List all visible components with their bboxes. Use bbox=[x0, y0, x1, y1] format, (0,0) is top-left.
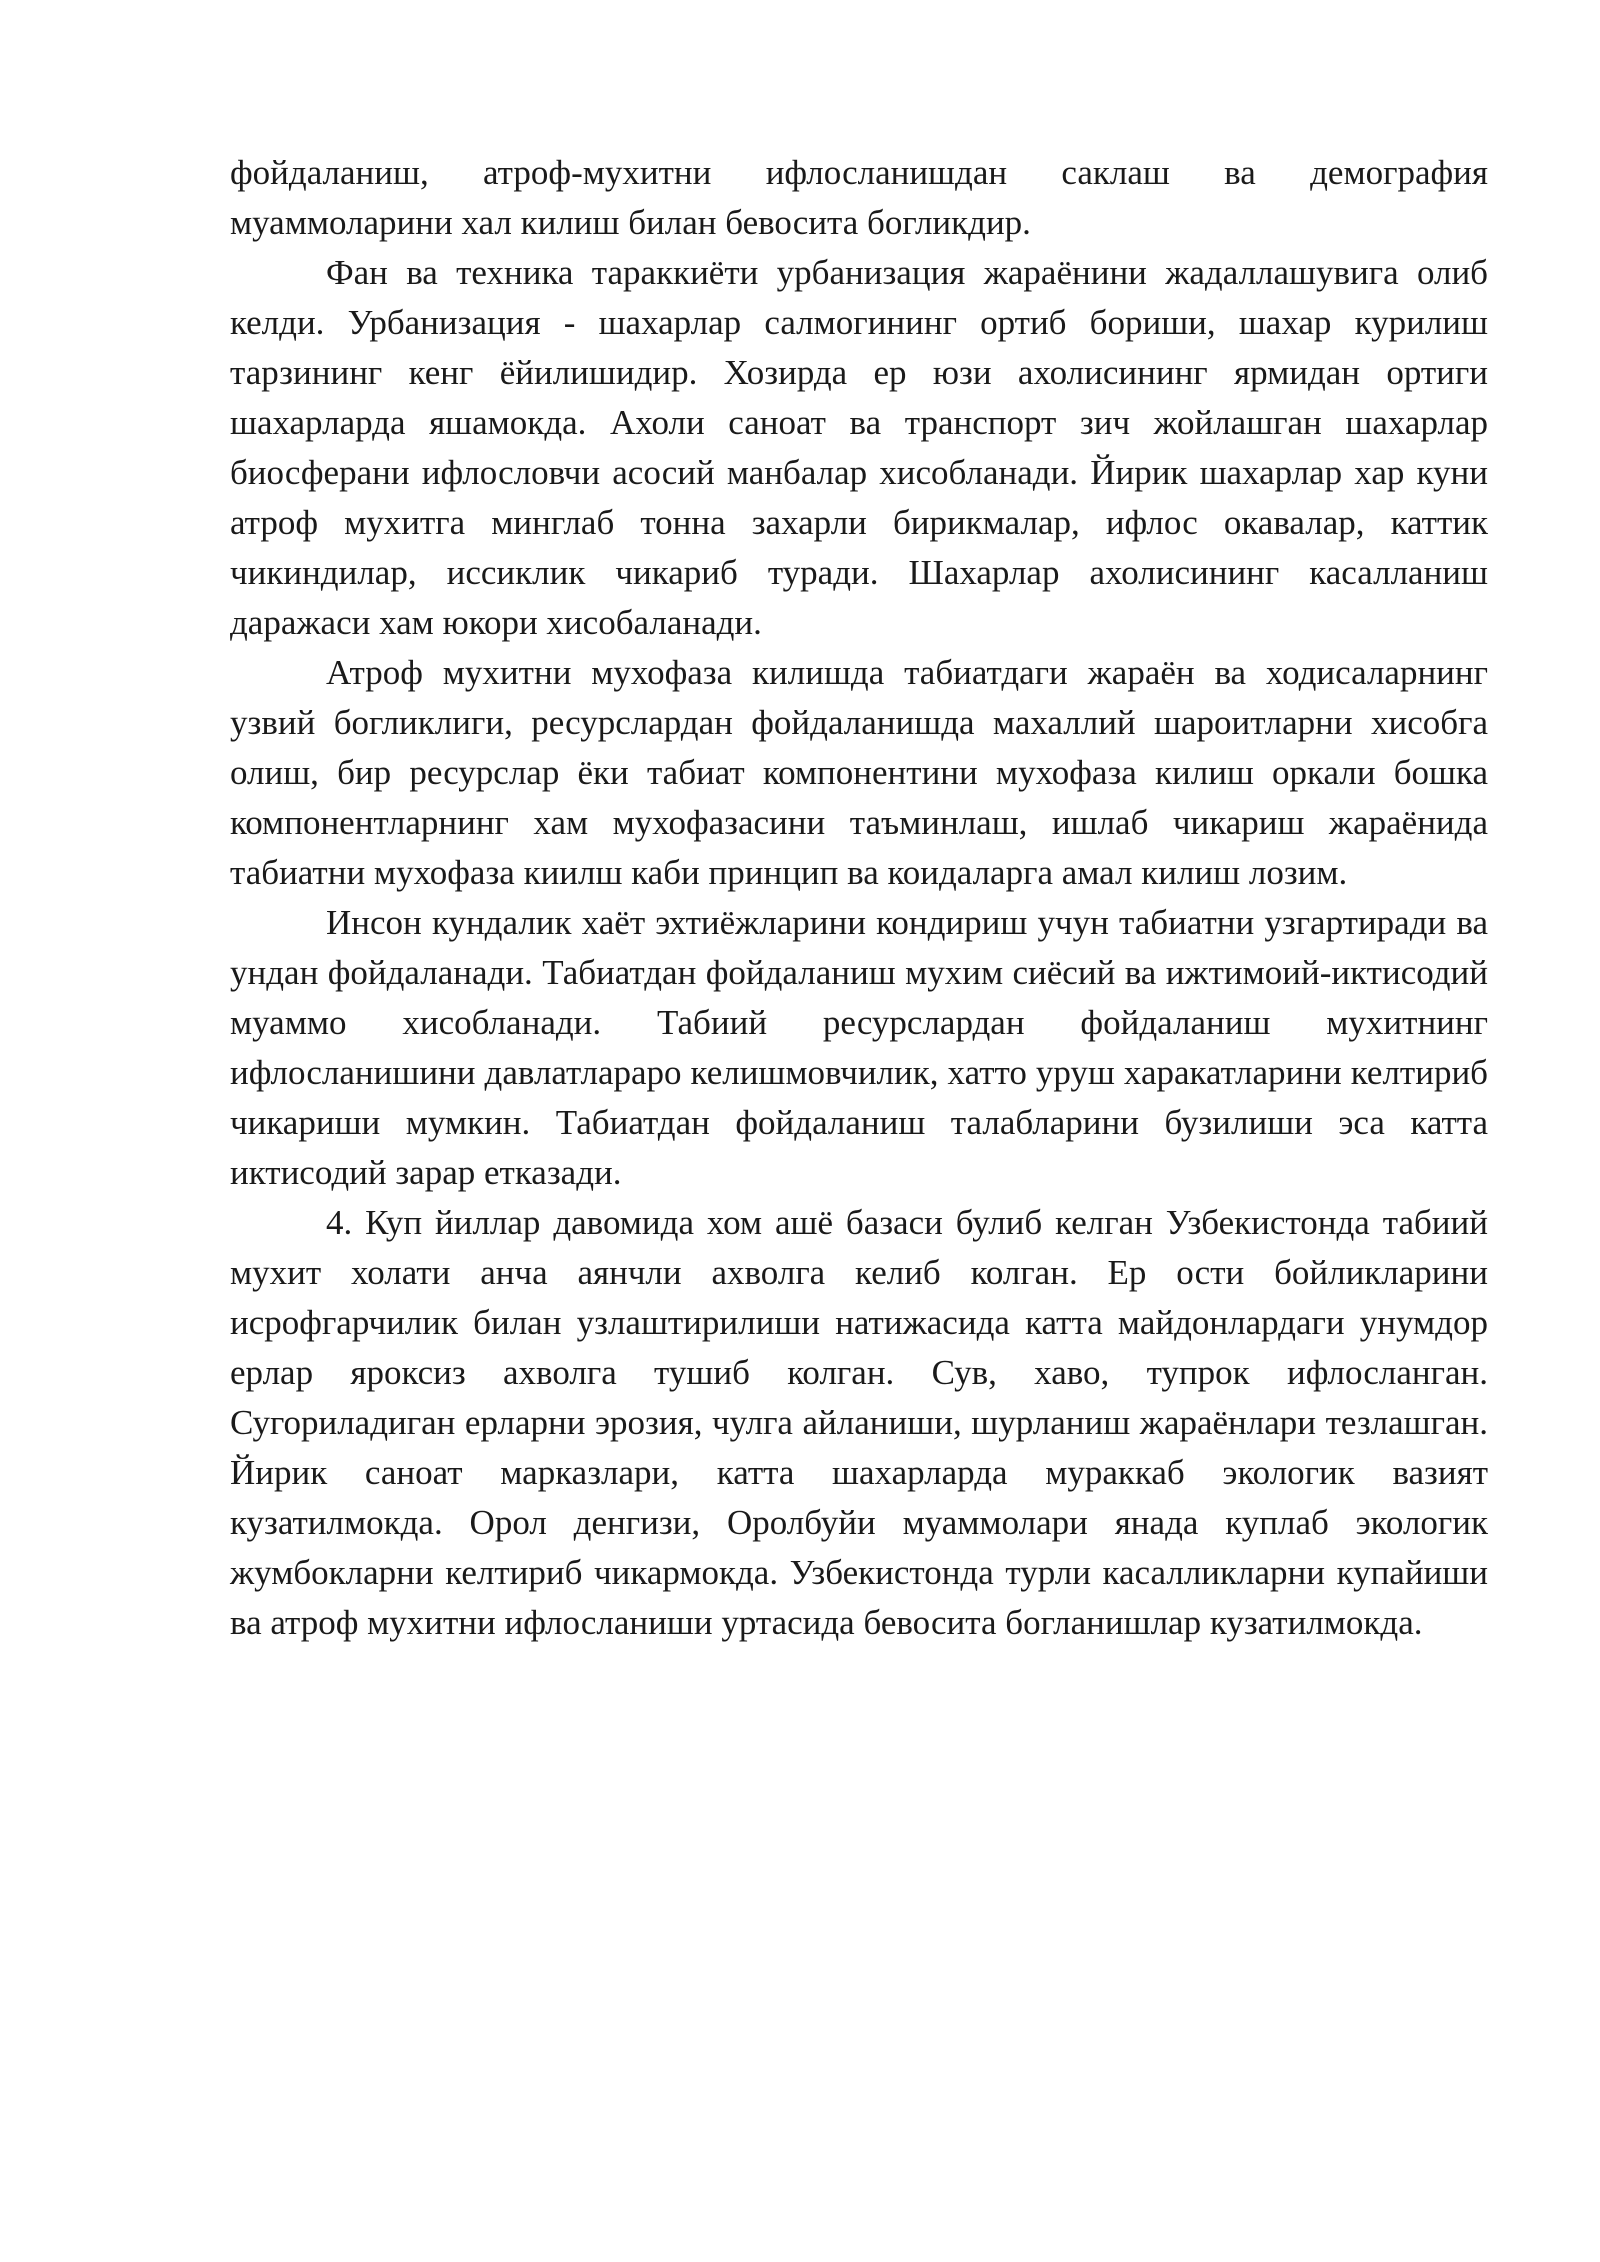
paragraph-environment-protection: Атроф мухитни мухофаза килишда табиатдаги жараён ва ходисаларнинг узвий богликлиги, ресурслардан фойдаланишда махаллий шароитларни хисобга олиш, бир ресурслар ёки табиат компонентини мухофаза килиш оркали бошка компонентларнинг хам мухофазасини таъминлаш, ишлаб чикариш жараёнида табиатни мухофаза киилш каби принцип ва коидаларга амал килиш лозим. bbox=[230, 653, 1488, 892]
paragraph-nature-use: Инсон кундалик хаёт эхтиёжларини кондириш учун табиатни узгартиради ва ундан фойдаланади. Табиатдан фойдаланиш мухим сиёсий ва ижтимоий-иктисодий муаммо хисобланади. Табиий ресурслардан фойдаланиш мухитнинг ифлосланишини давлатлараро келишмовчилик, хатто уруш харакатларини келтириб чикариши мумкин. Табиатдан фойдаланиш талабларини бузилиши эса катта иктисодий зарар етказади. bbox=[230, 903, 1488, 1192]
paragraph-uzbekistan: 4. Куп йиллар давомида хом ашё базаси булиб келган Узбекистонда табиий мухит холати анча аянчли ахволга келиб колган. Ер ости бойликларини исрофгарчилик билан узлаштирилиши натижасида катта майдонлардаги унумдор ерлар яроксиз ахволга тушиб колган. Сув, хаво, тупрок ифлосланган. Сугориладиган ерларни эрозия, чулга айланиши, шурланиш жараёнлари тезлашган. Йирик саноат марказлари, катта шахарларда мураккаб экологик вазият кузатилмокда. Орол денгизи, Оролбуйи муаммолари янада куплаб экологик жумбокларни келтириб чикармокда. Узбекистонда турли касалликларни купайиши ва атроф мухитни ифлосланиши уртасида бевосита богланишлар кузатилмокда. bbox=[230, 1203, 1488, 1642]
paragraph-urbanization: Фан ва техника тараккиёти урбанизация жараёнини жадаллашувига олиб келди. Урбанизация - шахарлар салмогининг ортиб бориши, шахар курилиш тарзининг кенг ёйилишидир. Хозирда ер юзи ахолисининг ярмидан ортиги шахарларда яшамокда. Ахоли саноат ва транспорт зич жойлашган шахарлар биосферани ифлословчи асосий манбалар хисобланади. Йирик шахарлар хар куни атроф мухитга минглаб тонна захарли бирикмалар, ифлос окавалар, каттик чикиндилар, иссиклик чикариб туради. Шахарлар ахолисининг касалланиш даражаси хам юкори хисобаланади. bbox=[230, 253, 1488, 642]
document-body bbox=[230, 148, 1488, 1648]
paragraph-continuation: фойдаланиш, атроф-мухитни ифлосланишдан саклаш ва демография муаммоларини хал килиш билан бевосита богликдир. bbox=[230, 153, 1488, 242]
